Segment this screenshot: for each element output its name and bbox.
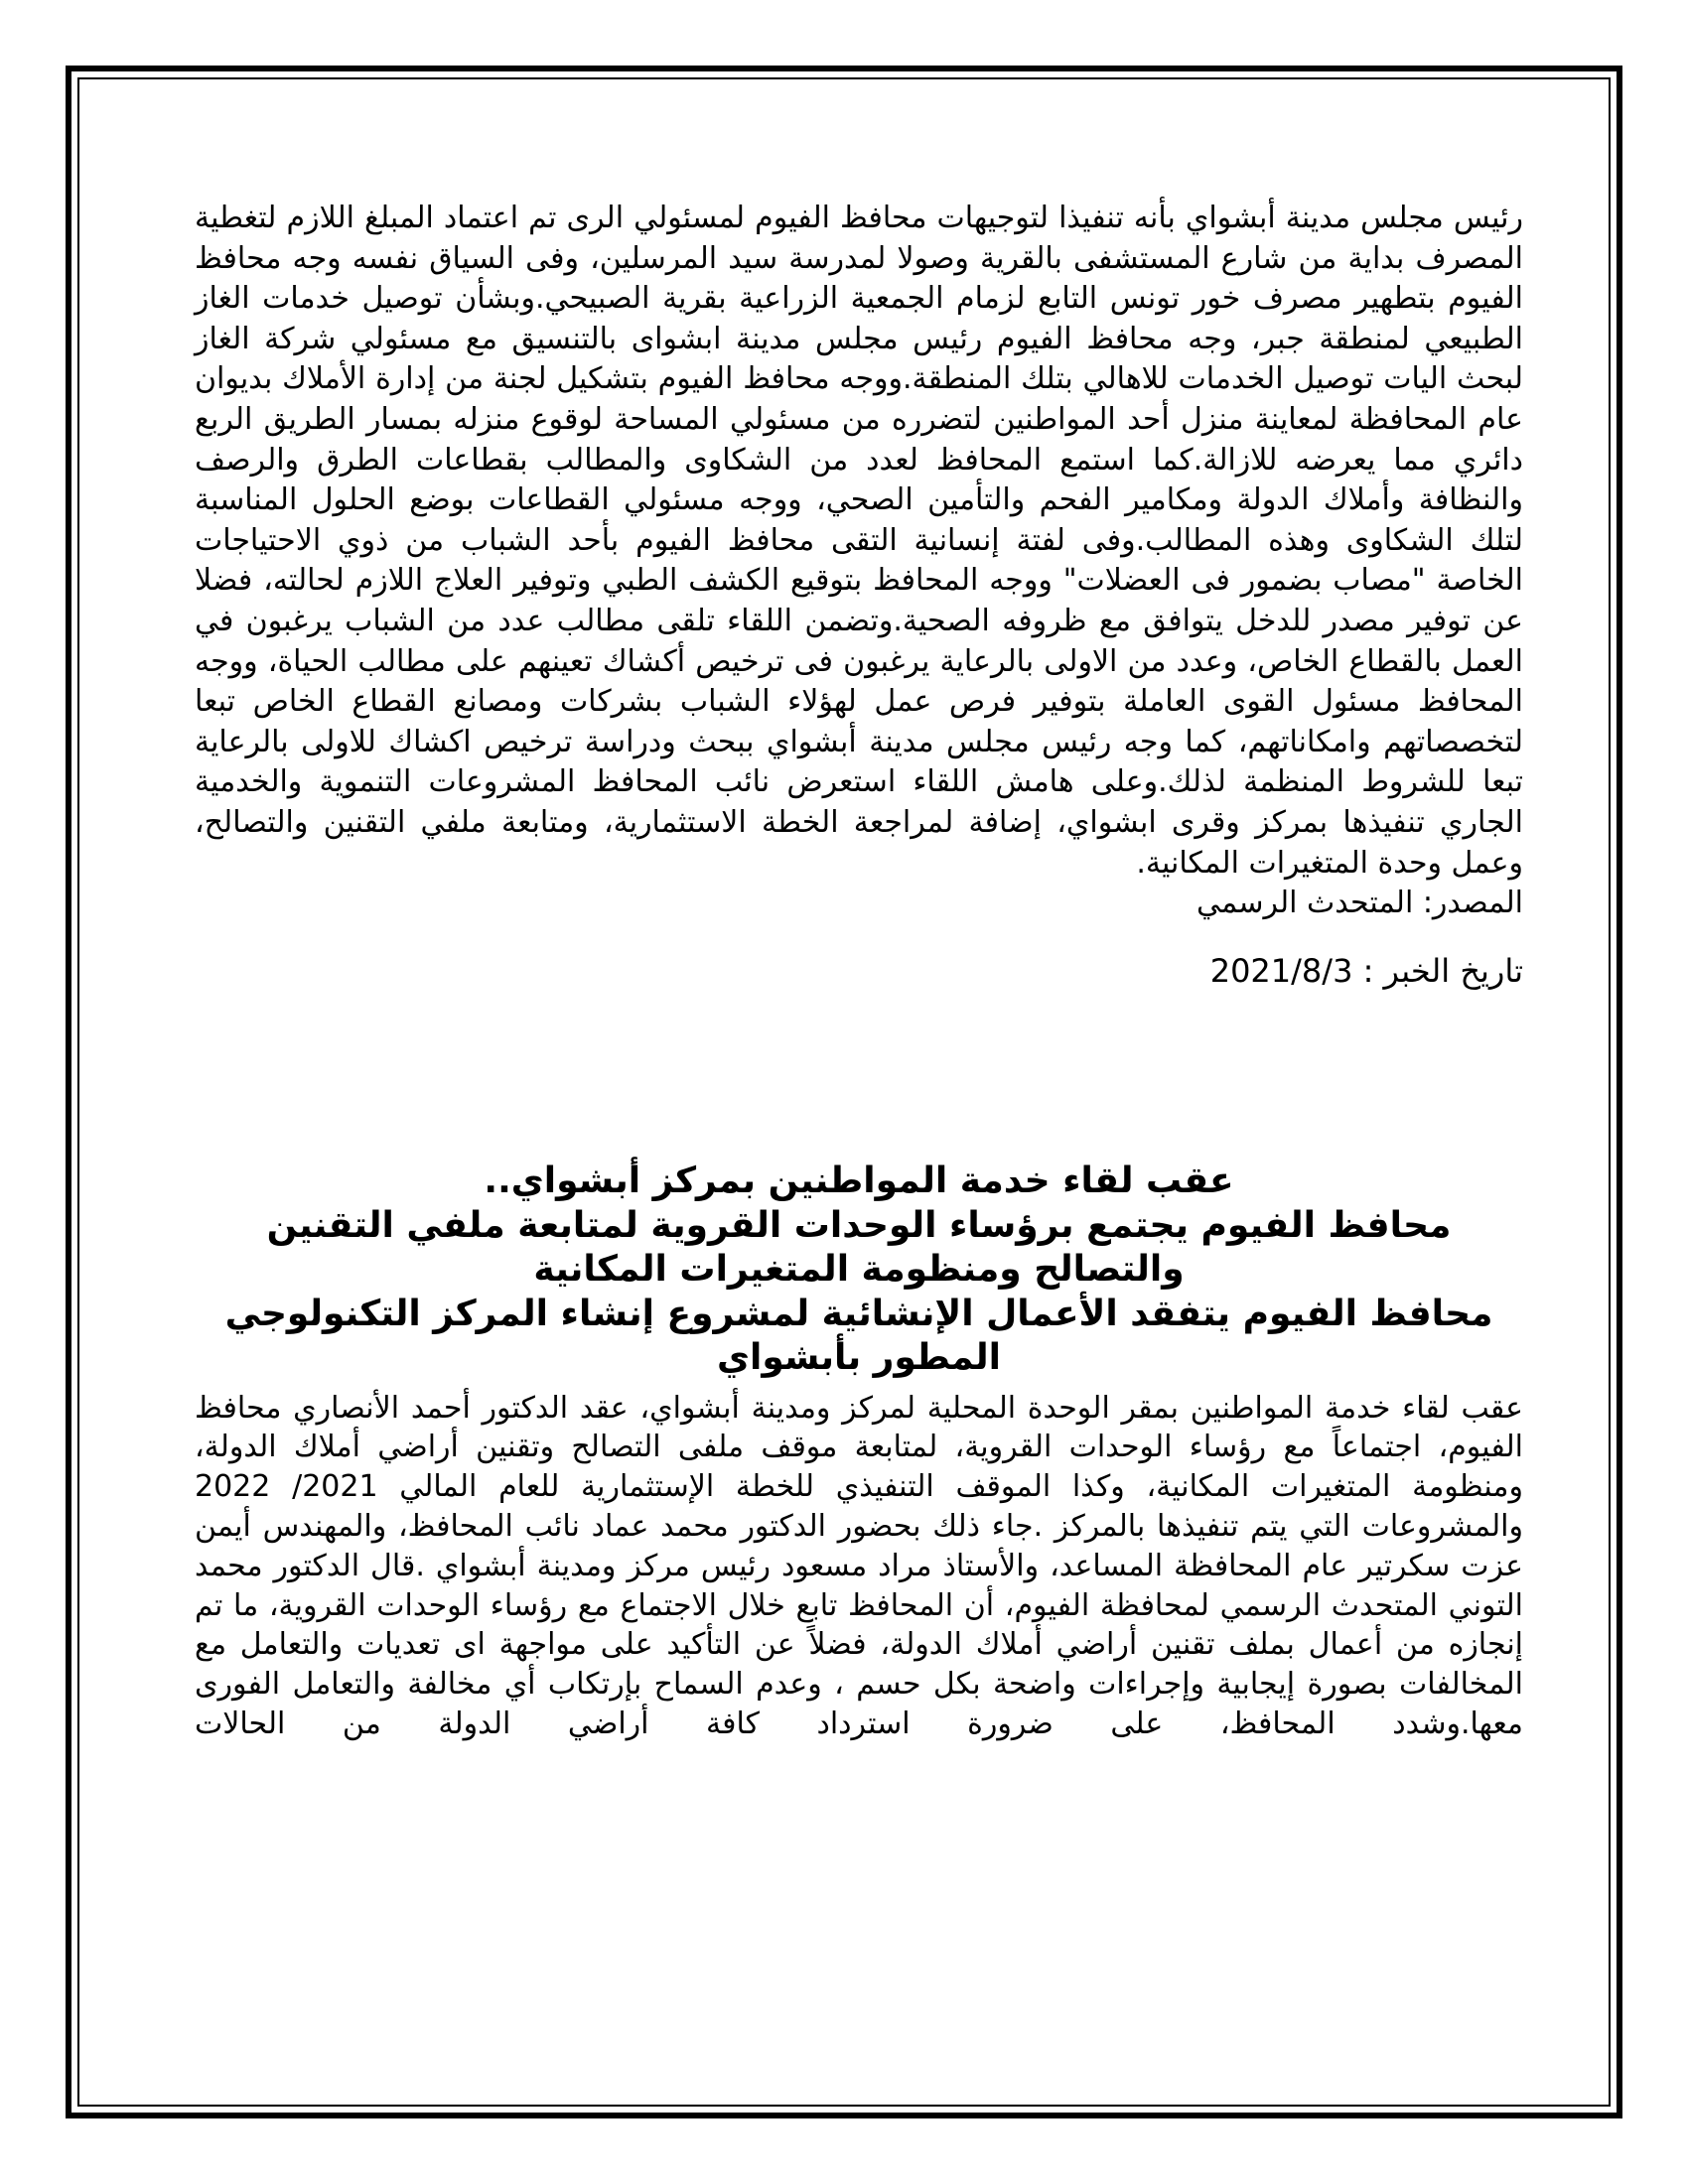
article-2-headline-3: محافظ الفيوم يتفقد الأعمال الإنشائية لمشروع إنشاء المركز التكنولوجي المطور بأبشواي: [224, 1293, 1493, 1379]
document-content: [195, 199, 1523, 1744]
article-1-source: المصدر: المتحدث الرسمي: [1196, 886, 1523, 921]
article-2-headlines: [195, 1160, 1523, 1381]
article-1-date: تاريخ الخبر : 2021/8/3: [1209, 952, 1523, 991]
article-2-body: عقب لقاء خدمة المواطنين بمقر الوحدة المحلية لمركز ومدينة أبشواي، عقد الدكتور أحمد الأنصاري محافظ الفيوم، اجتماعاً مع رؤساء الوحدات القروية، لمتابعة موقف ملفى التصالح وتقنين أراضي أملاك الدولة، ومنظومة المتغيرات المكانية، وكذا الموقف التنفيذي للخطة الإستثمارية للعام المالي 2021/ 2022 والمشروعات التي يتم تنفيذها بالمركز .جاء ذلك بحضور الدكتور محمد عماد نائب المحافظ، والمهندس أيمن عزت سكرتير عام المحافظة المساعد، والأستاذ مراد مسعود رئيس مركز ومدينة أبشواي .قال الدكتور محمد التوني المتحدث الرسمي لمحافظة الفيوم، أن المحافظ تابع خلال الاجتماع مع رؤساء الوحدات القروية، ما تم إنجازه من أعمال بملف تقنين أراضي أملاك الدولة، فضلاً عن التأكيد على مواجهة اى تعديات والتعامل مع المخالفات بصورة إيجابية وإجراءات واضحة بكل حسم ، وعدم السماح بإرتكاب أي مخالفة والتعامل الفورى معها.وشدد المحافظ، على ضرورة استرداد كافة أراضي الدولة من الحالات: [195, 1390, 1523, 1741]
article-2-headline-2: محافظ الفيوم يجتمع برؤساء الوحدات القروية لمتابعة ملفي التقنين والتصالح ومنظومة المتغيرات المكانية: [266, 1204, 1452, 1291]
article-1-body: رئيس مجلس مدينة أبشواي بأنه تنفيذا لتوجيهات محافظ الفيوم لمسئولي الرى تم اعتماد المبلغ اللازم لتغطية المصرف بداية من شارع المستشفى بالقرية وصولا لمدرسة سيد المرسلين، وفى السياق نفسه وجه محافظ الفيوم بتطهير مصرف خور تونس التابع لزمام الجمعية الزراعية بقرية الصبيحي.وبشأن توصيل خدمات الغاز الطبيعي لمنطقة جبر، وجه محافظ الفيوم رئيس مجلس مدينة ابشواى بالتنسيق مع مسئولي شركة الغاز لبحث اليات توصيل الخدمات للاهالي بتلك المنطقة.ووجه محافظ الفيوم بتشكيل لجنة من إدارة الأملاك بديوان عام المحافظة لمعاينة منزل أحد المواطنين لتضرره من مسئولي المساحة لوقوع منزله بمسار الطريق الربع دائري مما يعرضه للازالة.كما استمع المحافظ لعدد من الشكاوى والمطالب بقطاعات الطرق والرصف والنظافة وأملاك الدولة ومكامير الفحم والتأمين الصحي، ووجه مسئولي القطاعات بوضع الحلول المناسبة لتلك الشكاوى وهذه المطالب.وفى لفتة إنسانية التقى محافظ الفيوم بأحد الشباب من ذوي الاحتياجات الخاصة "مصاب بضمور فى العضلات" ووجه المحافظ بتوقيع الكشف الطبي وتوفير العلاج اللازم لحالته، فضلا عن توفير مصدر للدخل يتوافق مع ظروفه الصحية.وتضمن اللقاء تلقى مطالب عدد من الشباب يرغبون في العمل بالقطاع الخاص، وعدد من الاولى بالرعاية يرغبون فى ترخيص أكشاك تعينهم على مطالب الحياة، ووجه المحافظ مسئول القوى العاملة بتوفير فرص عمل لهؤلاء الشباب بشركات ومصانع القطاع الخاص تبعا لتخصصاتهم وامكاناتهم، كما وجه رئيس مجلس مدينة أبشواي ببحث ودراسة ترخيص اكشاك للاولى بالرعاية تبعا للشروط المنظمة لذلك.وعلى هامش اللقاء استعرض نائب المحافظ المشروعات التنموية والخدمية الجاري تنفيذها بمركز وقرى ابشواي، إضافة لمراجعة الخطة الاستثمارية، ومتابعة ملفي التقنين والتصالح، وعمل وحدة المتغيرات المكانية.: [195, 201, 1523, 881]
article-2-headline-1: عقب لقاء خدمة المواطنين بمركز أبشواي..: [484, 1160, 1234, 1202]
